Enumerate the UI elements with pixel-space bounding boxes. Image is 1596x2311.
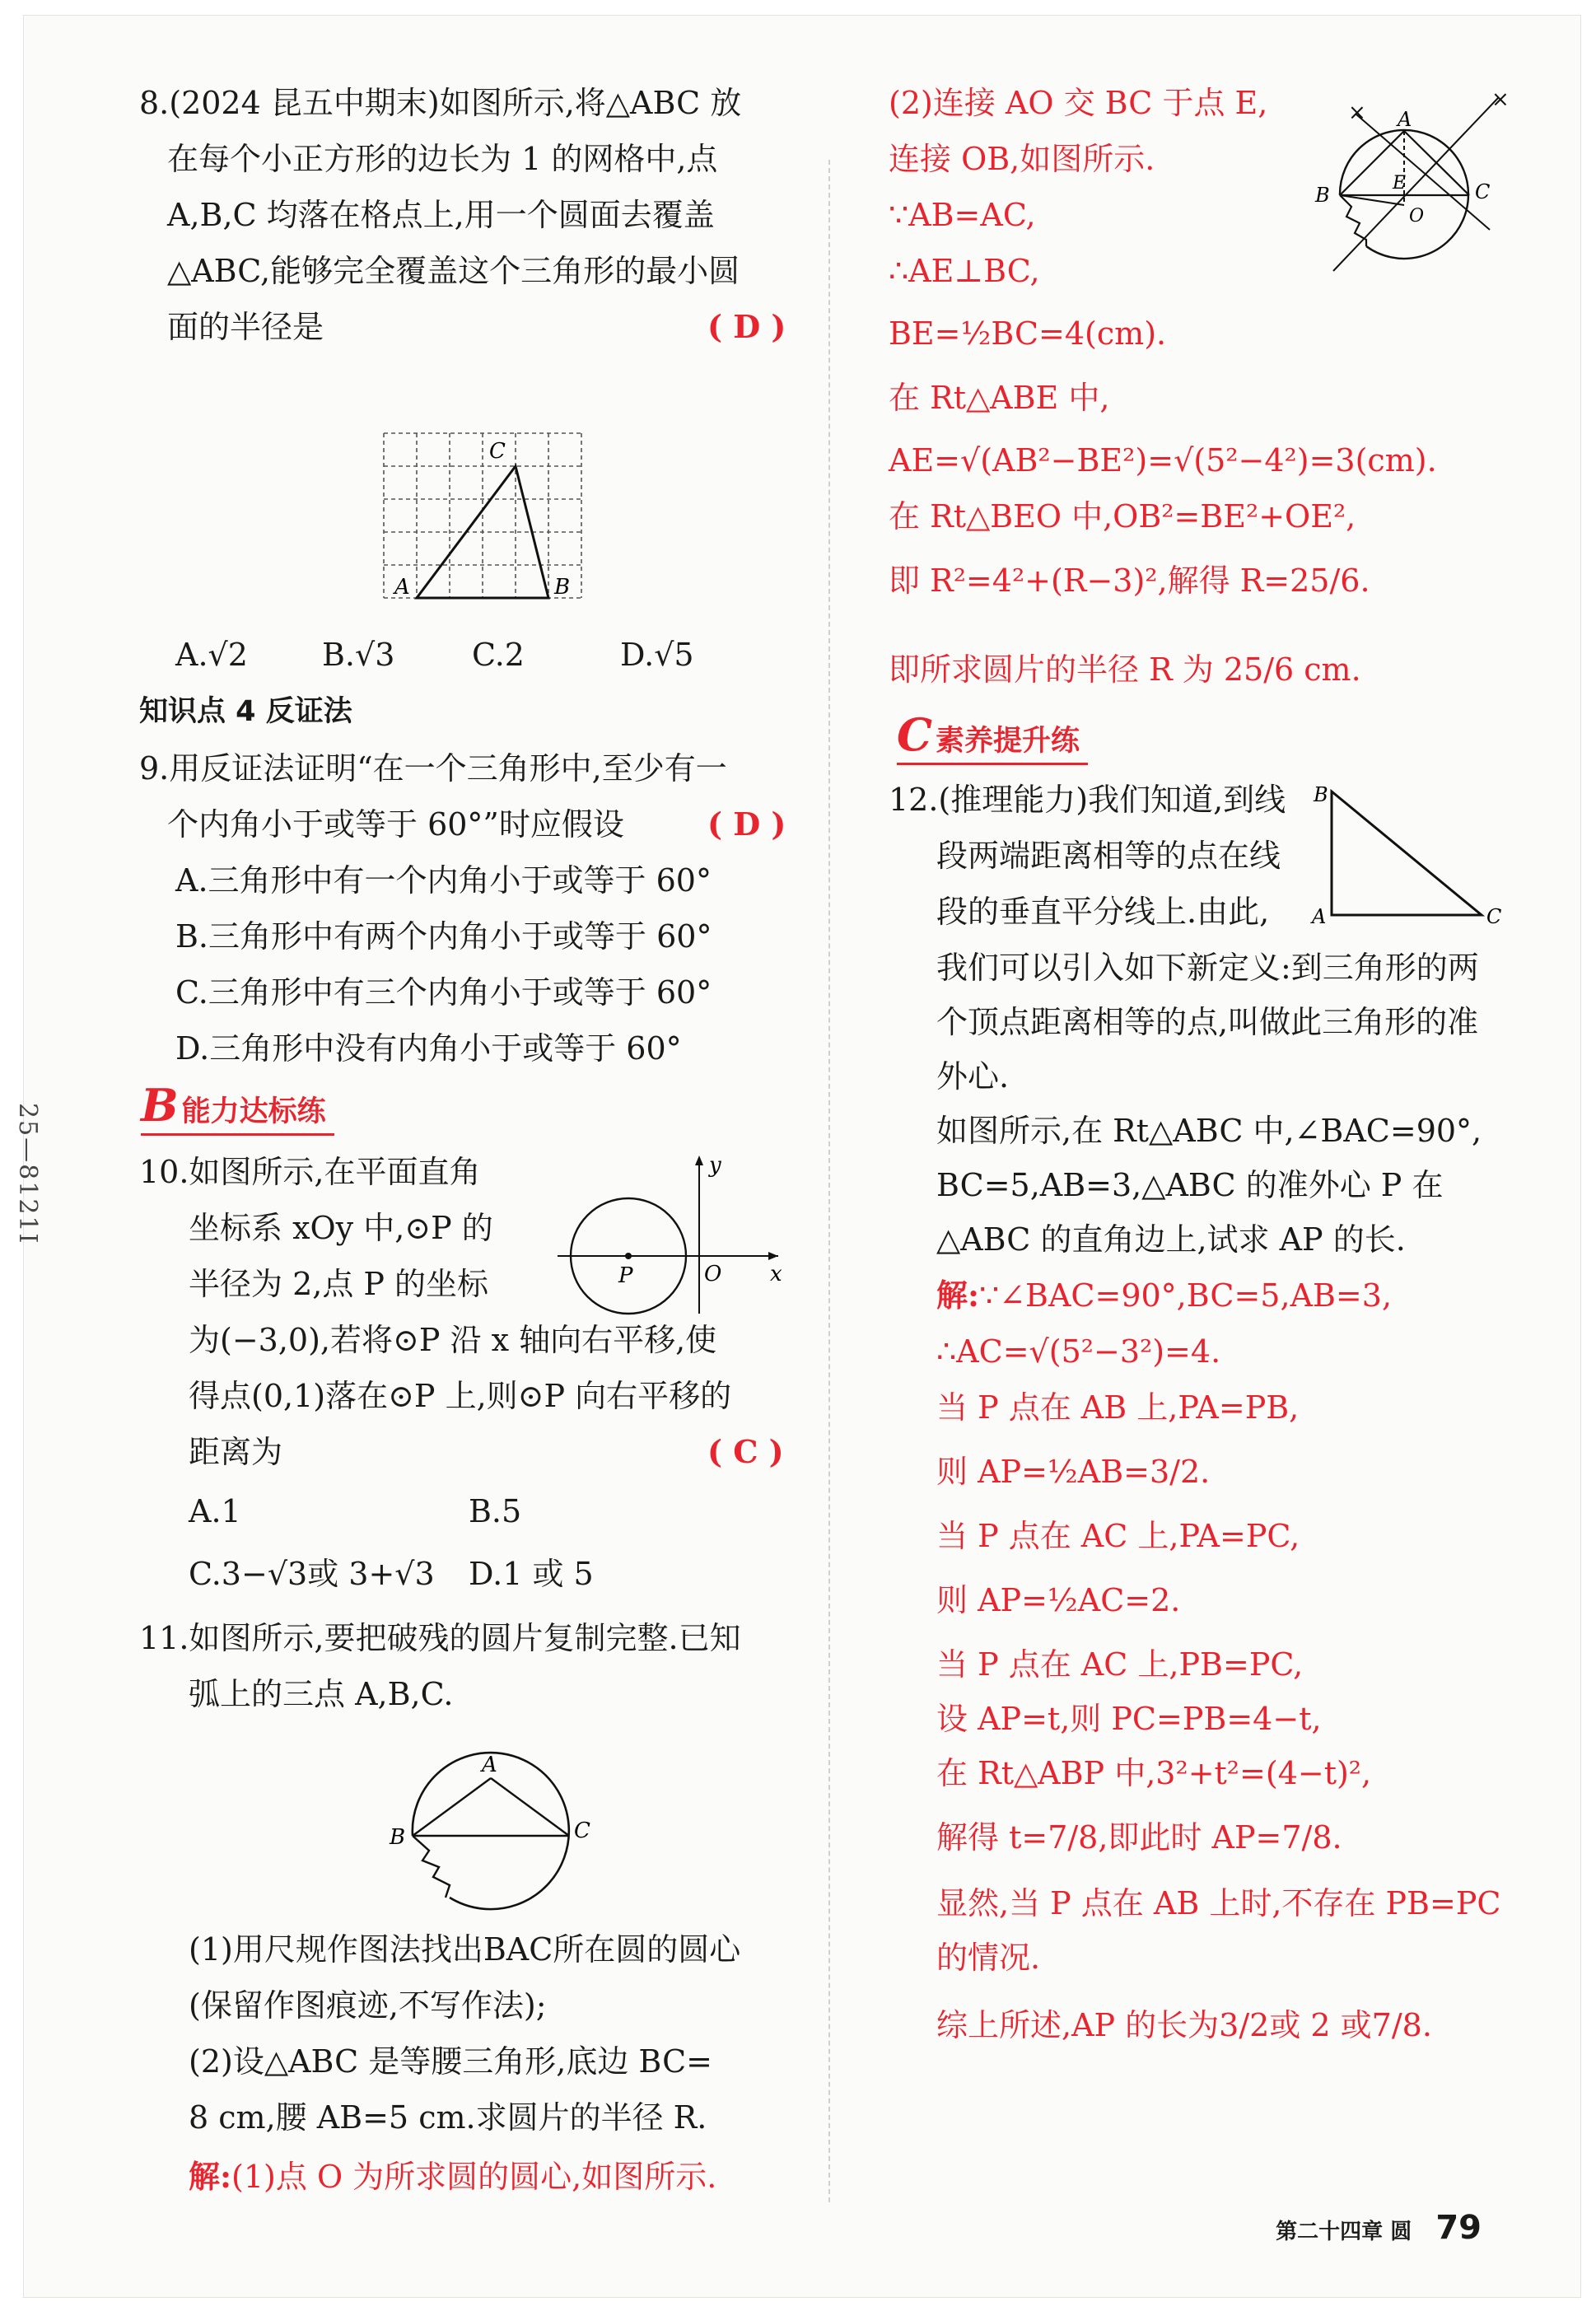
q12-solution-line-12: 的情况. bbox=[936, 1940, 1041, 1976]
q12-line-8: BC=5,AB=3,△ABC 的准外心 P 在 bbox=[936, 1167, 1444, 1203]
q8-answer: ( D ) bbox=[707, 308, 786, 345]
banner-c-title: 素养提升练 bbox=[935, 725, 1080, 758]
q8-line-1: 8.(2024 昆五中期末)如图所示,将△ABC 放 bbox=[139, 85, 742, 121]
q12-line-2: 段两端距离相等的点在线 bbox=[936, 838, 1281, 874]
q12-solution-line-1: 解:∵∠BAC=90°,BC=5,AB=3, bbox=[936, 1277, 1393, 1314]
q10-option-d: D.1 或 5 bbox=[469, 1556, 594, 1592]
q11-broken-circle-figure bbox=[380, 1729, 594, 1918]
q11-cont-line-10: 即所求圆片的半径 R 为 25/6 cm. bbox=[889, 651, 1361, 688]
q11s-label-a: A bbox=[1398, 108, 1412, 131]
q11-part-2: (2)设△ABC 是等腰三角形,底边 BC= bbox=[189, 2043, 712, 2080]
q12-triangle-figure bbox=[1309, 782, 1506, 946]
q11-cont-line-7: AE=√(AB²−BE²)=√(5²−4²)=3(cm). bbox=[889, 442, 1437, 479]
q11s-label-e: E bbox=[1393, 173, 1407, 194]
q12-solution-line-6: 则 AP=½AC=2. bbox=[936, 1582, 1181, 1618]
q8-label-c: C bbox=[489, 439, 506, 464]
banner-b-title: 能力达标练 bbox=[181, 1095, 326, 1128]
q8-line-3: A,B,C 均落在格点上,用一个圆面去覆盖 bbox=[167, 197, 715, 233]
q12-solution-line-13: 综上所述,AP 的长为3/2或 2 或7/8. bbox=[936, 2007, 1432, 2043]
q11-label-a: A bbox=[482, 1753, 497, 1777]
q11-cont-line-2: 连接 OB,如图所示. bbox=[889, 141, 1155, 177]
q8-line-4: △ABC,能够完全覆盖这个三角形的最小圆 bbox=[167, 253, 740, 289]
q10-label-x: x bbox=[770, 1262, 782, 1286]
q11-cont-line-4: ∴AE⊥BC, bbox=[889, 253, 1040, 289]
q12-solution-line-3: 当 P 点在 AB 上,PA=PB, bbox=[936, 1389, 1300, 1426]
q8-line-5: 面的半径是 bbox=[167, 309, 324, 345]
q12-line-9: △ABC 的直角边上,试求 AP 的长. bbox=[936, 1221, 1406, 1258]
svg-text:×: × bbox=[1491, 87, 1510, 112]
q12-solution-line-5: 当 P 点在 AC 上,PA=PC, bbox=[936, 1518, 1300, 1554]
q12-solution-line-7: 当 P 点在 AC 上,PB=PC, bbox=[936, 1646, 1304, 1683]
q11-solution-first: (1)点 O 为所求圆的圆心,如图所示. bbox=[231, 2159, 717, 2195]
banner-c bbox=[897, 708, 1080, 761]
q12-label-c: C bbox=[1486, 905, 1502, 928]
q11-cont-line-3: ∵AB=AC, bbox=[889, 197, 1036, 233]
q11s-label-o: O bbox=[1409, 206, 1425, 226]
q10-option-c: C.3−√3或 3+√3 bbox=[189, 1556, 435, 1592]
svg-text:×: × bbox=[1348, 100, 1366, 125]
page-footer bbox=[1276, 2209, 1482, 2247]
q12-line-5: 个顶点距离相等的点,叫做此三角形的准 bbox=[936, 1004, 1479, 1040]
column-divider bbox=[828, 160, 830, 2202]
q11-line-1: 11.如图所示,要把破残的圆片复制完整.已知 bbox=[139, 1620, 741, 1656]
q12-solution-line-8: 设 AP=t,则 PC=PB=4−t, bbox=[936, 1701, 1322, 1737]
banner-b-letter: B bbox=[141, 1079, 179, 1132]
q10-label-o: O bbox=[704, 1262, 722, 1286]
q11-cont-line-1: (2)连接 AO 交 BC 于点 E, bbox=[889, 85, 1268, 121]
q8-option-b: B.√3 bbox=[322, 637, 395, 673]
q8-option-a: A.√2 bbox=[175, 637, 248, 673]
chapter-title: 第二十四章 圆 bbox=[1276, 2220, 1412, 2244]
q9-option-c: C.三角形中有三个内角小于或等于 60° bbox=[175, 974, 712, 1011]
q11-cont-line-9: 即 R²=4²+(R−3)²,解得 R=25/6. bbox=[889, 563, 1370, 599]
q12-solution-line-9: 在 Rt△ABP 中,3²+t²=(4−t)², bbox=[936, 1755, 1372, 1791]
q12-solution-line-10: 解得 t=7/8,即此时 AP=7/8. bbox=[936, 1819, 1342, 1856]
q11-line-2: 弧上的三点 A,B,C. bbox=[189, 1676, 454, 1712]
q10-line-4: 为(−3,0),若将⊙P 沿 x 轴向右平移,使 bbox=[189, 1322, 717, 1358]
q10-line-1: 10.如图所示,在平面直角 bbox=[139, 1154, 481, 1190]
q8-option-d: D.√5 bbox=[620, 637, 694, 673]
q8-option-c: C.2 bbox=[472, 637, 525, 673]
q11-cont-line-5: BE=½BC=4(cm). bbox=[889, 315, 1167, 352]
section-title: 知识点 4 反证法 bbox=[139, 695, 352, 728]
q11-cont-line-8: 在 Rt△BEO 中,OB²=BE²+OE², bbox=[889, 498, 1356, 535]
q11-solution-start bbox=[189, 2157, 716, 2197]
q12-line-6: 外心. bbox=[936, 1058, 1010, 1095]
q11-part-2-cont: 8 cm,腰 AB=5 cm.求圆片的半径 R. bbox=[189, 2099, 707, 2136]
q12-line-4: 我们可以引入如下新定义:到三角形的两 bbox=[936, 950, 1479, 986]
q12-solution-label: 解: bbox=[936, 1277, 980, 1314]
q10-coordinate-figure bbox=[558, 1152, 788, 1317]
q10-line-3: 半径为 2,点 P 的坐标 bbox=[189, 1266, 489, 1302]
q8-label-a: A bbox=[394, 575, 410, 600]
q12-triangle bbox=[1332, 791, 1482, 915]
q9-answer: ( D ) bbox=[707, 805, 786, 843]
q10-label-p: P bbox=[618, 1263, 633, 1288]
banner-c-letter: C bbox=[897, 708, 932, 761]
q11-part-1: (1)用尺规作图法找出BAC所在圆的圆心 bbox=[189, 1931, 741, 1968]
q8-line-2: 在每个小正方形的边长为 1 的网格中,点 bbox=[167, 141, 718, 177]
page-number: 79 bbox=[1435, 2209, 1482, 2247]
q11-part-1-cont: (保留作图痕迹,不写作法); bbox=[189, 1987, 547, 2024]
page bbox=[13, 15, 1581, 2298]
q9-option-b: B.三角形中有两个内角小于或等于 60° bbox=[175, 918, 712, 955]
q12-line-1: 12.(推理能力)我们知道,到线 bbox=[889, 782, 1286, 818]
q11s-label-b: B bbox=[1315, 184, 1330, 207]
q8-label-b: B bbox=[554, 575, 571, 600]
q12-label-b: B bbox=[1314, 783, 1328, 806]
q9-option-a: A.三角形中有一个内角小于或等于 60° bbox=[175, 862, 712, 899]
side-code: 25—8121I bbox=[13, 1103, 42, 1245]
q11-solution-label: 解: bbox=[189, 2158, 232, 2195]
q9-option-d: D.三角形中没有内角小于或等于 60° bbox=[175, 1030, 682, 1067]
q11-cont-line-6: 在 Rt△ABE 中, bbox=[889, 380, 1110, 416]
q9-line-2: 个内角小于或等于 60°”时应假设 bbox=[167, 806, 624, 843]
q11s-label-c: C bbox=[1475, 180, 1491, 203]
q8-grid-figure bbox=[380, 429, 586, 610]
q9-line-1: 9.用反证法证明“在一个三角形中,至少有一 bbox=[139, 750, 727, 787]
q12-line-3: 段的垂直平分线上.由此, bbox=[936, 894, 1270, 930]
q12-label-a: A bbox=[1312, 905, 1327, 928]
q10-option-a: A.1 bbox=[189, 1493, 241, 1529]
q10-line-2: 坐标系 xOy 中,⊙P 的 bbox=[189, 1210, 493, 1246]
q10-line-5: 得点(0,1)落在⊙P 上,则⊙P 向右平移的 bbox=[189, 1378, 732, 1414]
q11-solution-figure bbox=[1300, 82, 1514, 279]
q10-answer: ( C ) bbox=[707, 1433, 784, 1470]
q12-solution-line-2: ∴AC=√(5²−3²)=4. bbox=[936, 1333, 1221, 1370]
banner-b bbox=[141, 1079, 326, 1132]
q10-line-6: 距离为 bbox=[189, 1434, 283, 1470]
q12-solution-line-4: 则 AP=½AB=3/2. bbox=[936, 1454, 1211, 1490]
q11-label-c: C bbox=[574, 1818, 590, 1843]
q11-label-b: B bbox=[390, 1825, 406, 1850]
q10-option-b: B.5 bbox=[469, 1493, 522, 1529]
q10-label-y: y bbox=[709, 1153, 721, 1178]
q12-solution-line-11: 显然,当 P 点在 AB 上时,不存在 PB=PC bbox=[936, 1885, 1501, 1921]
q12-line-7: 如图所示,在 Rt△ABC 中,∠BAC=90°, bbox=[936, 1113, 1482, 1149]
